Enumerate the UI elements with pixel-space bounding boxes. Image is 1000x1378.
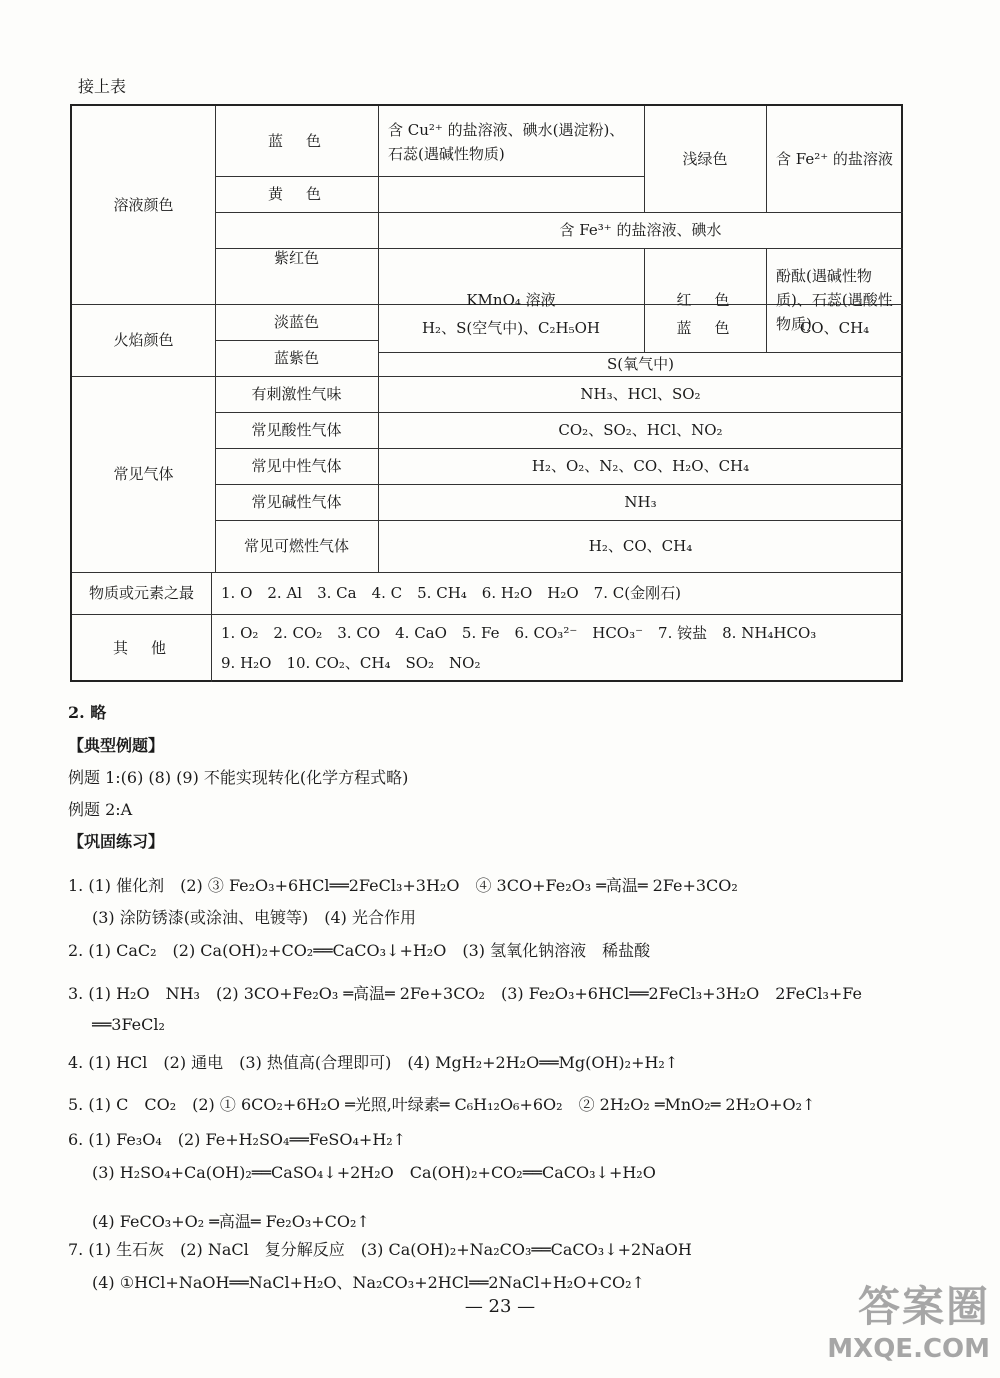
- label-red: 红 色: [676, 291, 734, 309]
- practice-6-line-2: (3) H₂SO₄+Ca(OH)₂══CaSO₄↓+2H₂O Ca(OH)₂+CO₂══CaCO₃↓+H₂O: [92, 1163, 656, 1182]
- desc-yellow: 含 Fe³⁺ 的盐溶液、碘水: [559, 221, 722, 239]
- gas-label: 常见中性气体: [251, 457, 342, 475]
- label-flame-blue-purple: 蓝紫色: [273, 349, 319, 367]
- desc-purple-red: KMnO₄ 溶液: [466, 291, 556, 309]
- desc-flame-light-blue: H₂、S(空气中)、C₂H₅OH: [421, 319, 601, 337]
- label-blue: 蓝 色: [267, 132, 325, 150]
- practice-1-line-1: 1. (1) 催化剂 (2) ③ Fe₂O₃+6HCl══2FeCl₃+3H₂O ④ 3CO+Fe₂O₃ ═高温═ 2Fe+3CO₂: [68, 876, 738, 895]
- gas-desc: NH₃、HCl、SO₂: [580, 385, 701, 403]
- watermark-logo: 答案圈: [857, 1282, 990, 1331]
- desc-others-line1: 1. O₂ 2. CO₂ 3. CO 4. CaO 5. Fe 6. CO₃²⁻ HCO₃⁻ 7. 铵盐 8. NH₄HCO₃: [221, 624, 817, 642]
- practice-2: 2. (1) CaC₂ (2) Ca(OH)₂+CO₂══CaCO₃↓+H₂O (3) 氢氧化钠溶液 稀盐酸: [68, 941, 651, 960]
- section-practice: 【巩固练习】: [68, 832, 165, 851]
- category-common-gases: 常见气体: [113, 465, 174, 483]
- desc-flame-blue: CO、CH₄: [799, 319, 870, 337]
- category-superlatives: 物质或元素之最: [88, 584, 194, 602]
- answer-q2: 2. 略: [68, 703, 107, 722]
- practice-1-line-2: (3) 涂防锈漆(或涂油、电镀等) (4) 光合作用: [92, 908, 416, 927]
- gas-desc: H₂、CO、CH₄: [588, 537, 693, 555]
- gas-desc: NH₃: [624, 493, 657, 511]
- gas-desc: CO₂、SO₂、HCl、NO₂: [558, 421, 723, 439]
- desc-red: 酚酞(遇碱性物质)、石蕊(遇酸性物质): [776, 267, 893, 333]
- continued-label: 接上表: [78, 77, 127, 96]
- practice-6-line-3: (4) FeCO₃+O₂ ═高温═ Fe₂O₃+CO₂↑: [92, 1212, 370, 1231]
- practice-5: 5. (1) C CO₂ (2) ① 6CO₂+6H₂O ═光照,叶绿素═ C₆H₁₂O₆+6O₂ ② 2H₂O₂ ═MnO₂═ 2H₂O+O₂↑: [68, 1095, 816, 1114]
- desc-flame-blue-purple: S(氧气中): [607, 355, 674, 373]
- category-solution-color: 溶液颜色: [113, 196, 174, 214]
- watermark-url: MXQE.COM: [827, 1334, 990, 1364]
- summary-table: [70, 104, 903, 682]
- practice-7-line-2: (4) ①HCl+NaOH══NaCl+H₂O、Na₂CO₃+2HCl══2NaCl+H₂O+CO₂↑: [92, 1273, 645, 1292]
- desc-blue: 含 Cu²⁺ 的盐溶液、碘水(遇淀粉)、石蕊(遇碱性物质): [388, 121, 625, 163]
- label-purple-red: 紫红色: [273, 249, 319, 267]
- practice-6-line-1: 6. (1) Fe₃O₄ (2) Fe+H₂SO₄══FeSO₄+H₂↑: [68, 1130, 407, 1149]
- practice-7-line-1: 7. (1) 生石灰 (2) NaCl 复分解反应 (3) Ca(OH)₂+Na₂CO₃══CaCO₃↓+2NaOH: [68, 1240, 692, 1259]
- desc-others-line2: 9. H₂O 10. CO₂、CH₄ SO₂ NO₂: [221, 654, 481, 672]
- gas-label: 常见可燃性气体: [243, 537, 349, 555]
- gas-label: 常见碱性气体: [251, 493, 342, 511]
- practice-3-line-2: ══3FeCl₂: [92, 1015, 165, 1034]
- gas-label: 有刺激性气味: [251, 385, 342, 403]
- label-light-green: 浅绿色: [682, 150, 728, 168]
- category-others: 其 他: [112, 639, 170, 657]
- desc-superlatives: 1. O 2. Al 3. Ca 4. C 5. CH₄ 6. H₂O H₂O 7. C(金刚石): [221, 584, 681, 602]
- practice-3-line-1: 3. (1) H₂O NH₃ (2) 3CO+Fe₂O₃ ═高温═ 2Fe+3CO₂ (3) Fe₂O₃+6HCl══2FeCl₃+3H₂O 2FeCl₃+Fe: [68, 984, 862, 1003]
- watermark: [827, 1274, 990, 1364]
- desc-light-green: 含 Fe²⁺ 的盐溶液: [776, 150, 893, 168]
- label-flame-blue: 蓝 色: [676, 319, 734, 337]
- label-flame-light-blue: 淡蓝色: [273, 313, 319, 331]
- label-yellow: 黄 色: [267, 185, 325, 203]
- practice-4: 4. (1) HCl (2) 通电 (3) 热值高(合理即可) (4) MgH₂+2H₂O══Mg(OH)₂+H₂↑: [68, 1053, 679, 1072]
- example-1: 例题 1:(6) (8) (9) 不能实现转化(化学方程式略): [68, 768, 409, 787]
- page-number: — 23 —: [464, 1296, 536, 1317]
- gas-desc: H₂、O₂、N₂、CO、H₂O、CH₄: [531, 457, 750, 475]
- gas-label: 常见酸性气体: [251, 421, 342, 439]
- section-typical-examples: 【典型例题】: [68, 736, 165, 755]
- category-flame-color: 火焰颜色: [113, 331, 174, 349]
- example-2: 例题 2:A: [68, 800, 133, 819]
